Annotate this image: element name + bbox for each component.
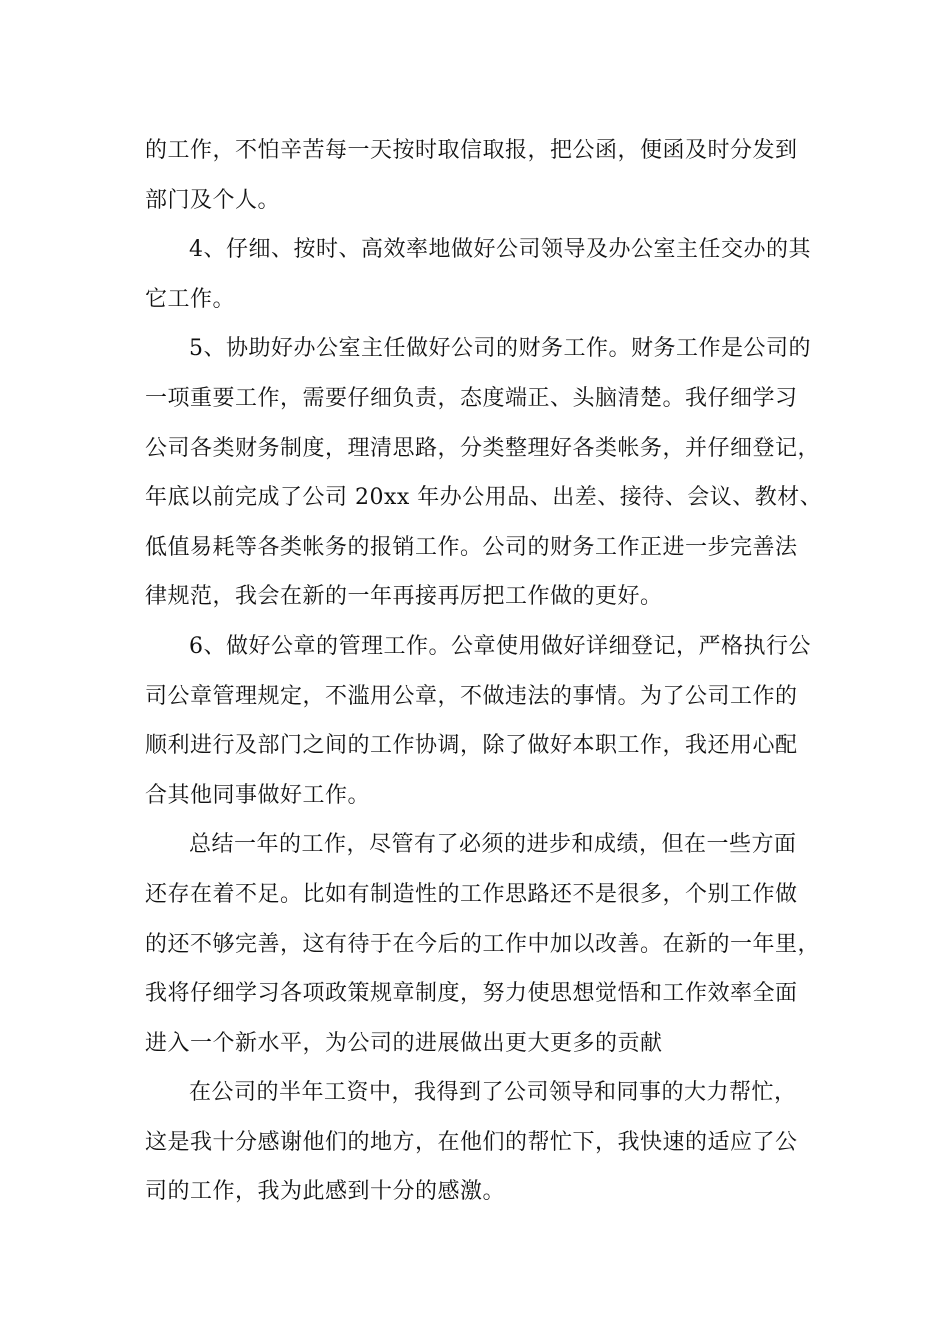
text-line: 一项重要工作，需要仔细负责，态度端正、头脑清楚。我仔细学习 — [145, 385, 798, 411]
text-line: 总结一年的工作，尽管有了必须的进步和成绩，但在一些方面 — [189, 832, 797, 858]
text-line: 在公司的半年工资中，我得到了公司领导和同事的大力帮忙， — [189, 1080, 797, 1106]
text-line: 4、仔细、按时、高效率地做好公司领导及办公室主任交办的其 — [189, 237, 811, 263]
text-line: 合其他同事做好工作。 — [145, 782, 371, 808]
text-line: 年底以前完成了公司 20xx 年办公用品、出差、接待、会议、教材、 — [145, 485, 823, 511]
text-line: 律规范，我会在新的一年再接再厉把工作做的更好。 — [145, 584, 663, 610]
text-line: 这是我十分感谢他们的地方，在他们的帮忙下，我快速的适应了公 — [145, 1129, 798, 1155]
text-line: 低值易耗等各类帐务的报销工作。公司的财务工作正进一步完善法 — [145, 534, 798, 560]
text-line: 它工作。 — [145, 286, 236, 312]
text-line: 进入一个新水平，为公司的进展做出更大更多的贡献 — [145, 1030, 663, 1056]
text-line: 6、做好公章的管理工作。公章使用做好详细登记，严格执行公 — [189, 633, 811, 659]
body-text — [145, 126, 825, 1217]
text-line: 还存在着不足。比如有制造性的工作思路还不是很多，个别工作做 — [145, 881, 798, 907]
text-line: 我将仔细学习各项政策规章制度，努力使思想觉悟和工作效率全面 — [145, 981, 798, 1007]
text-line: 公司各类财务制度，理清思路，分类整理好各类帐务，并仔细登记， — [145, 435, 821, 461]
text-line: 的还不够完善，这有待于在今后的工作中加以改善。在新的一年里， — [145, 931, 821, 957]
text-line: 的工作，不怕辛苦每一天按时取信取报，把公函，便函及时分发到 — [145, 138, 798, 163]
text-line: 5、协助好办公室主任做好公司的财务工作。财务工作是公司的 — [189, 336, 811, 362]
text-line: 司的工作，我为此感到十分的感激。 — [145, 1179, 506, 1205]
text-line: 顺利进行及部门之间的工作协调，除了做好本职工作，我还用心配 — [145, 733, 798, 759]
text-line: 司公章管理规定，不滥用公章，不做违法的事情。为了公司工作的 — [145, 683, 798, 709]
text-line: 部门及个人。 — [145, 187, 281, 213]
